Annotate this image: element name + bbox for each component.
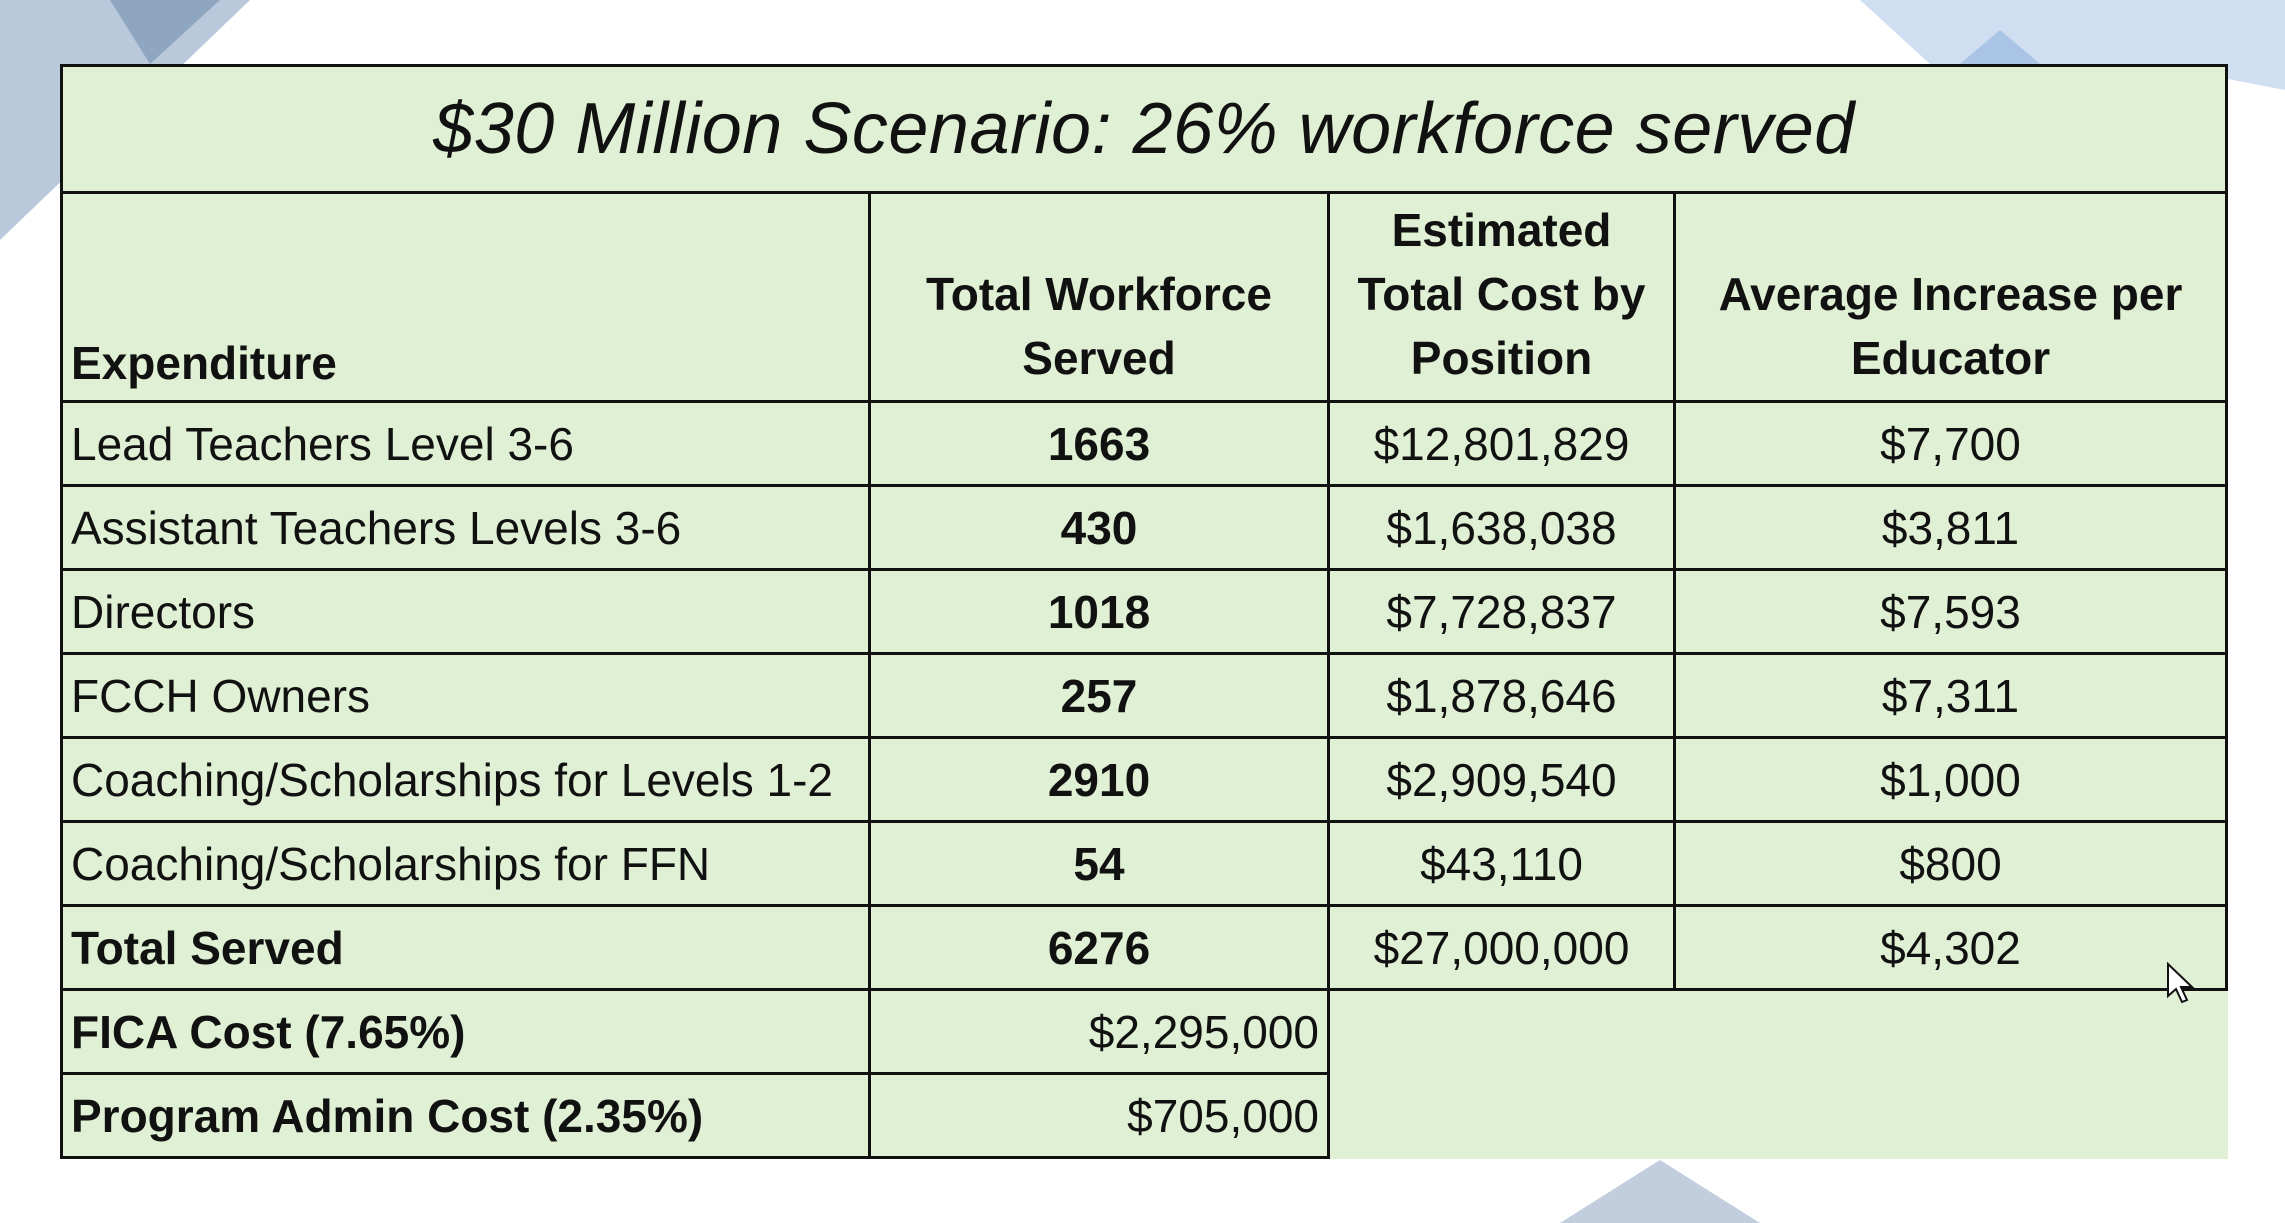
admin-label: Program Admin Cost (2.35%) <box>60 1072 871 1159</box>
fica-value: $2,295,000 <box>868 988 1330 1075</box>
row-1-served: 1663 <box>868 400 1330 487</box>
row-1-increase: $7,700 <box>1673 400 2228 487</box>
row-4-served: 257 <box>868 652 1330 739</box>
header-total-workforce: Total Workforce Served <box>868 191 1330 403</box>
table-title-row <box>60 64 2228 194</box>
row-6-cost: $43,110 <box>1327 820 1676 907</box>
row-2-cost: $1,638,038 <box>1327 484 1676 571</box>
row-6-served: 54 <box>868 820 1330 907</box>
total-served: 6276 <box>868 904 1330 991</box>
header-estimated-cost: Estimated Total Cost by Position <box>1327 191 1676 403</box>
row-2-increase: $3,811 <box>1673 484 2228 571</box>
row-3-served: 1018 <box>868 568 1330 655</box>
row-6-expenditure: Coaching/Scholarships for FFN <box>60 820 871 907</box>
header-average-increase: Average Increase per Educator <box>1673 191 2228 403</box>
table-title: $30 Million Scenario: 26% workforce served <box>433 89 1855 169</box>
row-5-cost: $2,909,540 <box>1327 736 1676 823</box>
row-5-expenditure: Coaching/Scholarships for Levels 1-2 <box>60 736 871 823</box>
row-5-served: 2910 <box>868 736 1330 823</box>
row-4-expenditure: FCCH Owners <box>60 652 871 739</box>
total-increase: $4,302 <box>1673 904 2228 991</box>
row-5-increase: $1,000 <box>1673 736 2228 823</box>
row-4-increase: $7,311 <box>1673 652 2228 739</box>
deco-triangle-bottom <box>1560 1160 1760 1223</box>
empty-fill-area <box>1330 991 2228 1159</box>
cost-table <box>60 64 2228 1160</box>
row-1-cost: $12,801,829 <box>1327 400 1676 487</box>
row-3-increase: $7,593 <box>1673 568 2228 655</box>
mouse-cursor-icon <box>2166 962 2196 1006</box>
total-label: Total Served <box>60 904 871 991</box>
total-cost: $27,000,000 <box>1327 904 1676 991</box>
row-2-expenditure: Assistant Teachers Levels 3-6 <box>60 484 871 571</box>
row-3-cost: $7,728,837 <box>1327 568 1676 655</box>
row-6-increase: $800 <box>1673 820 2228 907</box>
fica-label: FICA Cost (7.65%) <box>60 988 871 1075</box>
row-3-expenditure: Directors <box>60 568 871 655</box>
admin-value: $705,000 <box>868 1072 1330 1159</box>
header-expenditure: Expenditure <box>60 191 871 403</box>
row-1-expenditure: Lead Teachers Level 3-6 <box>60 400 871 487</box>
row-2-served: 430 <box>868 484 1330 571</box>
row-4-cost: $1,878,646 <box>1327 652 1676 739</box>
